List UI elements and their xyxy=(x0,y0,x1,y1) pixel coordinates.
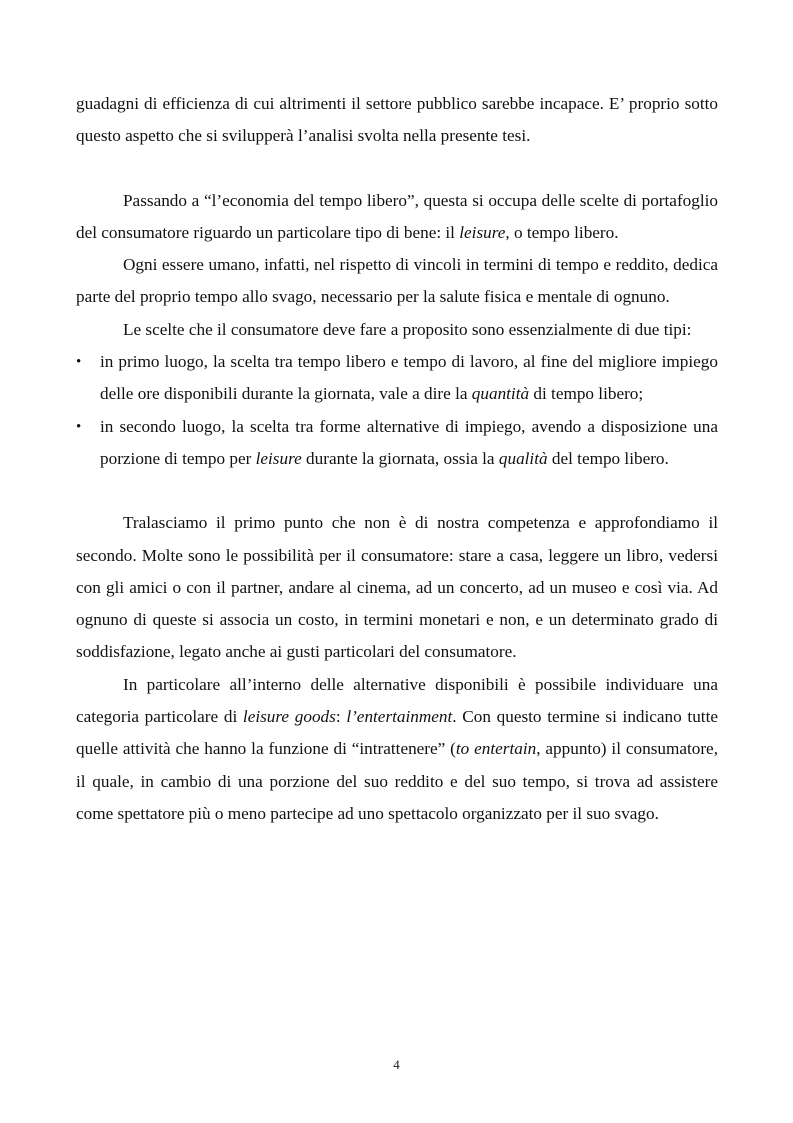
paragraph-leisure-economy xyxy=(76,185,718,250)
paragraph-entertainment xyxy=(76,669,718,830)
italic-term: leisure goods xyxy=(242,707,336,727)
text-run: in primo luogo, la scelta tra tempo libero e tempo di lavoro, al fine del migliore impiego delle ore disponibili durante la giornata, vale a dire la xyxy=(100,352,718,404)
text-run: del tempo libero. xyxy=(547,448,669,468)
paragraph-choices-intro: Le scelte che il consumatore deve fare a proposito sono essenzialmente di due tipi: xyxy=(123,319,692,339)
text-run: Passando a “l’economia del tempo libero”, questa si occupa delle scelte di portafoglio del consumatore riguardo un particolare tipo di bene: il xyxy=(76,190,718,242)
italic-term: qualità xyxy=(498,448,548,468)
text-run: in secondo luogo, la scelta tra forme alternative di impiego, avendo a disposizione una porzione di tempo per xyxy=(100,416,718,468)
list-item xyxy=(76,346,718,411)
italic-term: quantità xyxy=(471,384,530,404)
text-run: , o tempo libero. xyxy=(505,222,619,242)
paragraph-human-leisure: Ogni essere umano, infatti, nel rispetto di vincoli in termini di tempo e reddito, dedica parte del proprio tempo allo svago, necessario per la salute fisica e mentale di ognuno. xyxy=(76,255,718,307)
italic-term: leisure xyxy=(255,448,302,468)
text-run: di tempo libero; xyxy=(529,384,644,404)
list-item xyxy=(76,411,718,476)
italic-term: l’entertainment xyxy=(346,707,453,727)
page-number: 4 xyxy=(393,1057,400,1072)
bullet-icon: • xyxy=(76,354,82,371)
document-body xyxy=(76,88,718,830)
italic-term: leisure xyxy=(459,222,506,242)
paragraph-second-point: Tralasciamo il primo punto che non è di nostra competenza e approfondiamo il secondo. Molte sono le possibilità per il consumatore: stare a casa, leggere un libro, vedersi con gli amici o con il partner, andare al cinema, ad un concerto, ad un museo e così via. Ad ognuno di queste si associa un costo, in termini monetari e non, e un determinato grado di soddisfazione, legato anche ai gusti particolari del consumatore. xyxy=(76,513,718,662)
text-run: . Con questo termine si indicano tutte quelle attività che hanno la funzione di “intrattenere” ( xyxy=(76,707,718,759)
bullet-icon: • xyxy=(76,418,82,435)
italic-term: to entertain xyxy=(455,739,537,759)
bullet-list xyxy=(76,346,718,475)
text-run: durante la giornata, ossia la xyxy=(301,448,499,468)
paragraph-continuation: guadagni di efficienza di cui altrimenti il settore pubblico sarebbe incapace. E’ proprio sotto questo aspetto che si svilupperà l’analisi svolta nella presente tesi. xyxy=(76,94,718,146)
text-run: In particolare all’interno delle alternative disponibili è possibile individuare una categoria particolare di xyxy=(76,674,718,727)
text-run: , appunto) il consumatore, il quale, in cambio di una porzione del suo reddito e del suo tempo, si trova ad assistere come spettatore più o meno partecipe ad uno spettacolo organizzato per il suo svago. xyxy=(76,739,718,823)
text-run: : xyxy=(335,707,347,727)
